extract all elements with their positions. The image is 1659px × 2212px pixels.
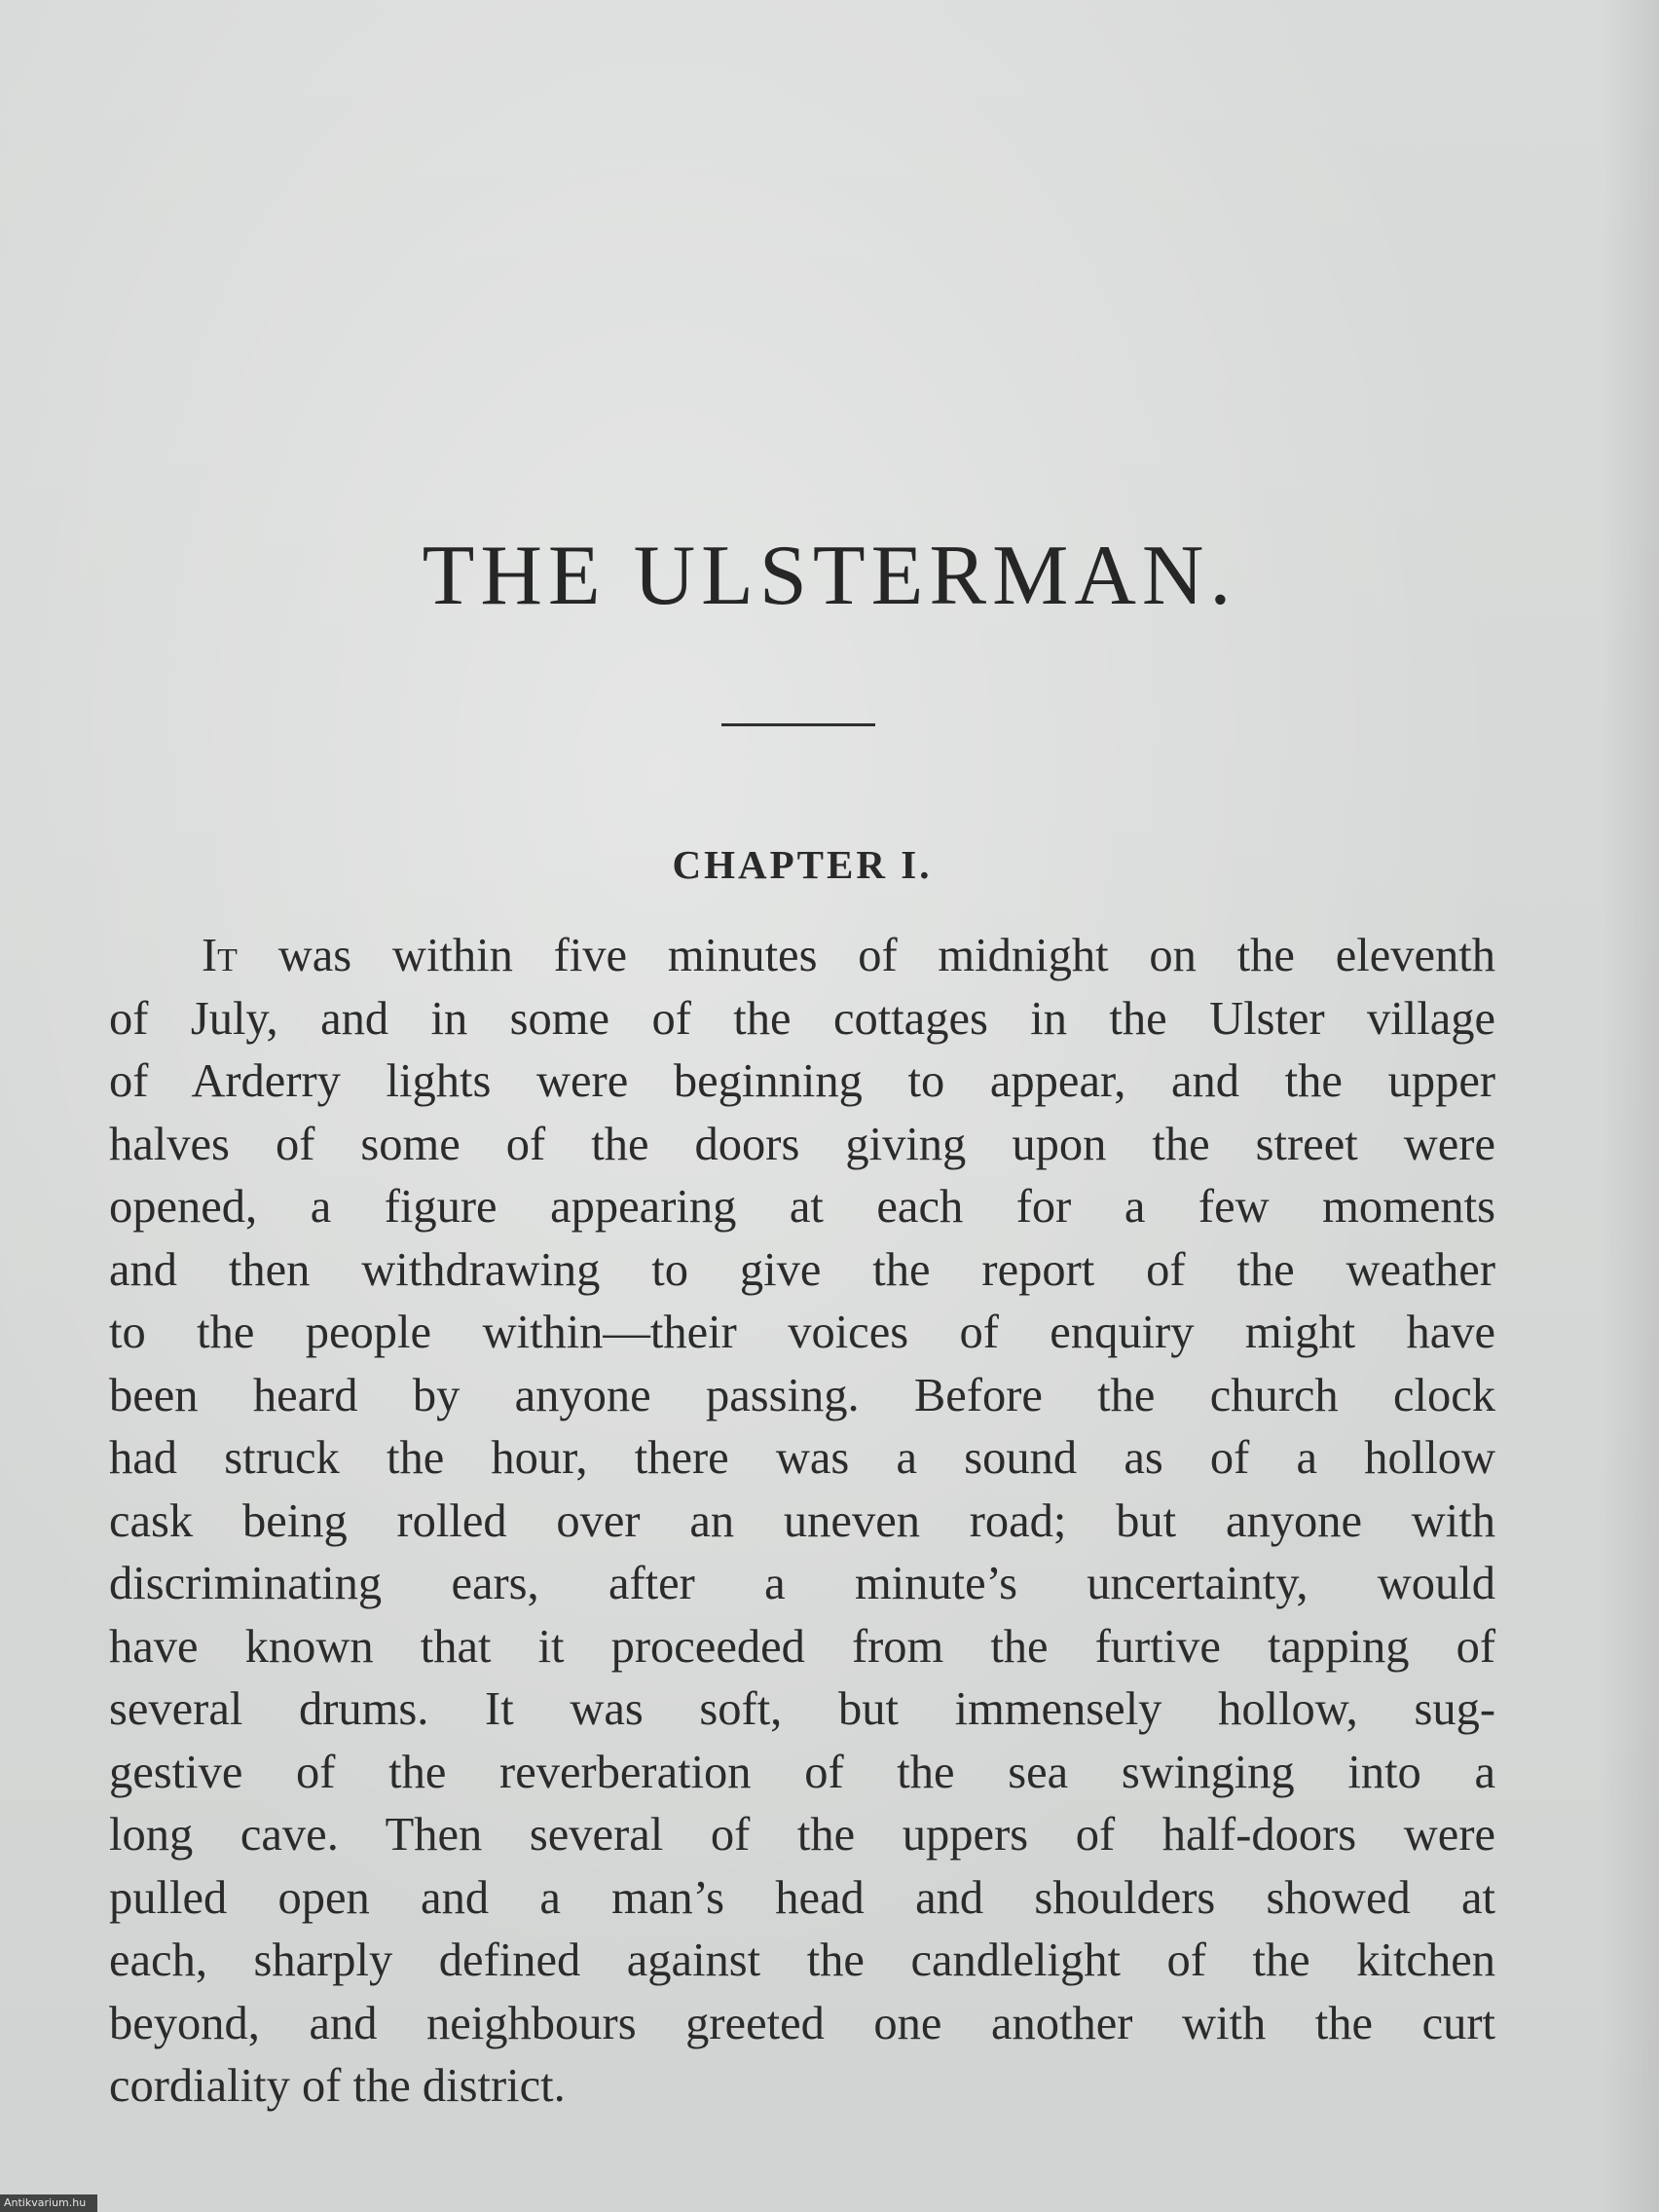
paragraph-line: cask being rolled over an uneven road; but anyone with: [109, 1494, 1495, 1547]
paragraph-line: each, sharply defined against the candlelight of the kitchen: [109, 1935, 1495, 1986]
page-edge-shadow: [1601, 0, 1659, 2212]
paragraph-lead-word: It: [202, 930, 238, 981]
paragraph-line: of July, and in some of the cottages in the Ulster village: [109, 992, 1495, 1045]
paragraph-line: of Arderry lights were beginning to appear, and the upper: [109, 1055, 1495, 1107]
paragraph-line: halves of some of the doors giving upon the street were: [109, 1118, 1495, 1170]
paragraph-line: several drums. It was soft, but immensely hollow, sug-: [109, 1683, 1495, 1735]
book-title: THE ULSTERMAN.: [422, 529, 1237, 623]
paragraph-line: been heard by anyone passing. Before the church clock: [109, 1369, 1495, 1421]
title-divider: [721, 723, 875, 726]
chapter-paragraph: [109, 925, 1495, 2119]
paragraph-line-1: [109, 925, 1495, 988]
watermark-label: Antikvarium.hu: [0, 2194, 97, 2212]
paragraph-line: beyond, and neighbours greeted one another with the curt: [109, 1997, 1495, 2049]
paragraph-line: and then withdrawing to give the report of the weather: [109, 1243, 1495, 1296]
paragraph-line: to the people within—their voices of enquiry might have: [109, 1307, 1495, 1358]
paragraph-line-1-text: was within five minutes of midnight on the eleventh: [237, 930, 1495, 981]
paragraph-line: had struck the hour, there was a sound as of a hollow: [109, 1432, 1495, 1484]
paragraph-line: discriminating ears, after a minute’s uncertainty, would: [109, 1558, 1495, 1609]
paragraph-line: gestive of the reverberation of the sea swinging into a: [109, 1746, 1495, 1798]
paragraph-line: long cave. Then several of the uppers of half-doors were: [109, 1809, 1495, 1861]
chapter-heading: CHAPTER I.: [672, 842, 933, 887]
paragraph-line: opened, a figure appearing at each for a few moments: [109, 1181, 1495, 1233]
paragraph-line: have known that it proceeded from the furtive tapping of: [109, 1620, 1495, 1673]
paragraph-last-line: cordiality of the district.: [109, 2060, 566, 2112]
paragraph-line: pulled open and a man’s head and shoulders showed at: [109, 1871, 1495, 1924]
